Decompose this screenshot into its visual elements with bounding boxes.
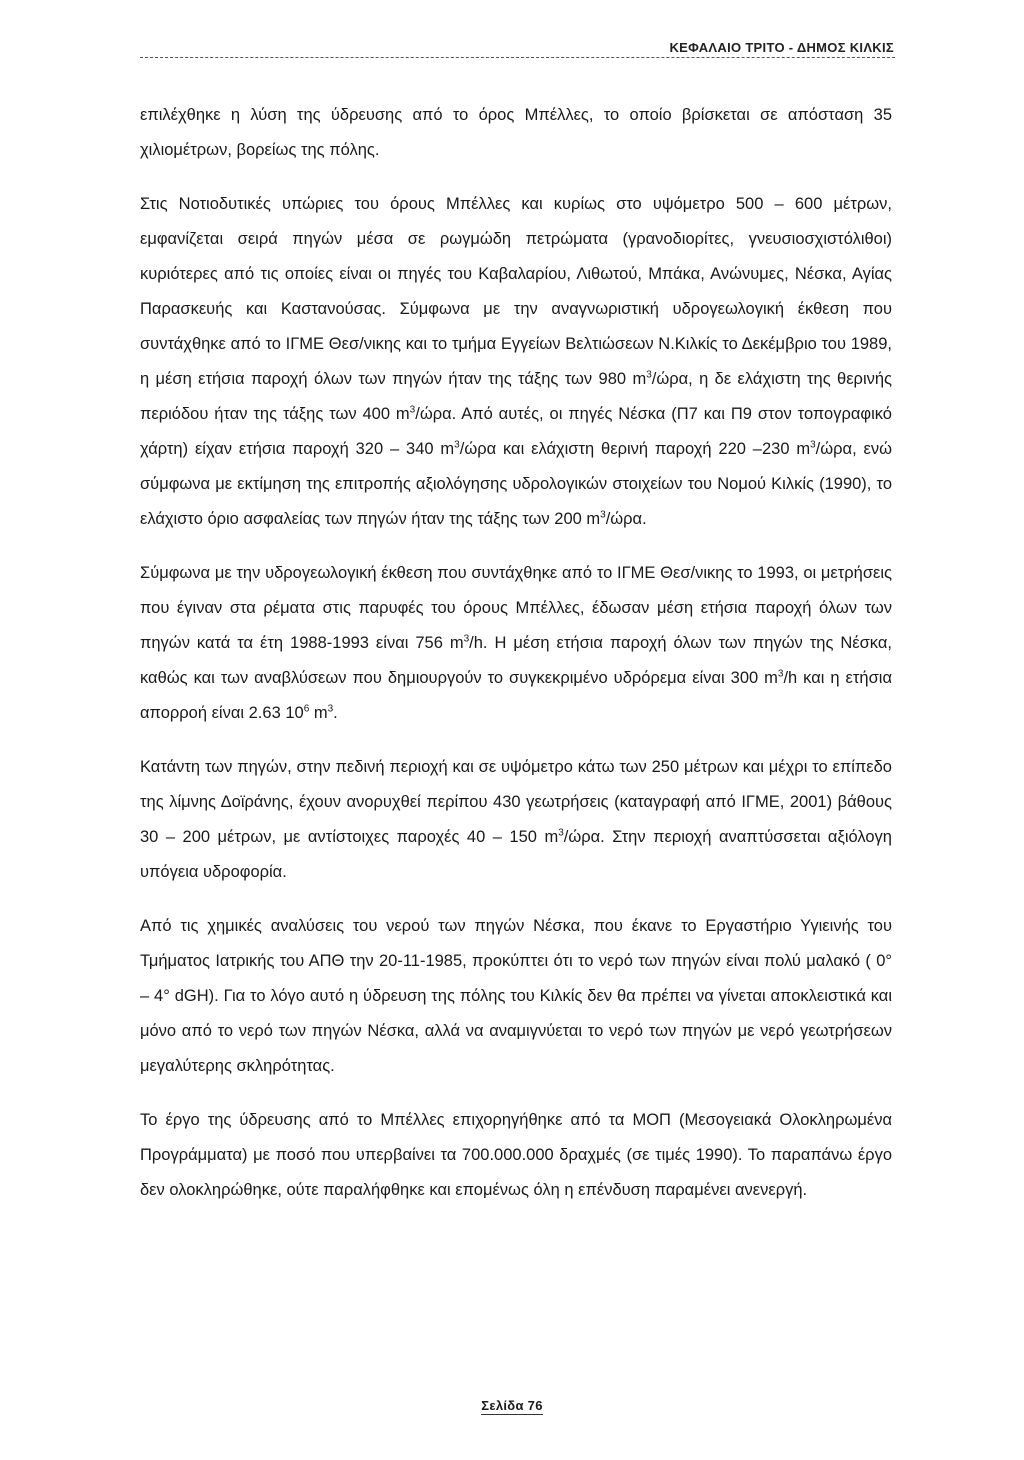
- text-run: /ώρα. Από αυτές, οι πηγές Νέσκα (Π7 και Π9 στον τοπογραφικό χάρτη) είχαν ετήσια παροχή 320 – 340 m: [140, 405, 892, 458]
- text-run: /h. Η μέση ετήσια παροχή όλων των πηγών της Νέσκα, καθώς και των αναβλύσεων που δημιουργούν το συγκεκριμένο υδρόρεμα είναι 300 m: [140, 634, 892, 687]
- superscript: 3: [463, 633, 470, 645]
- text-run: Κατάντη των πηγών, στην πεδινή περιοχή και σε υψόμετρο κάτω των 250 μέτρων και μέχρι το επίπεδο της λίμνης Δοϊράνης, έχουν ανορυχθεί περίπου 430 γεωτρήσεις (καταγραφή από ΙΓΜΕ, 2001) βάθους 30 – 200 μέτρων, με αντίστοιχες παροχές 40 – 150 m: [140, 758, 892, 846]
- paragraph: [140, 187, 892, 537]
- paragraph: [140, 556, 892, 731]
- superscript: 3: [777, 668, 784, 680]
- paragraph: [140, 98, 892, 168]
- text-run: /ώρα, ενώ σύμφωνα με εκτίμηση της επιτροπής αξιολόγησης υδρολογικών στοιχείων του Νομού Κιλκίς (1990), το ελάχιστο όριο ασφαλείας των πηγών ήταν της τάξης των 200 m: [140, 440, 892, 528]
- superscript: 3: [646, 369, 652, 381]
- text-run: /ώρα.: [605, 510, 647, 528]
- superscript: 3: [600, 509, 606, 521]
- text-run: .: [333, 704, 338, 722]
- text-run: Σύμφωνα με την υδρογεωλογική έκθεση που συντάχθηκε από το ΙΓΜΕ Θεσ/νικης το 1993, οι μετρήσεις που έγιναν στα ρέματα στις παρυφές του όρους Μπέλλες, έδωσαν μέση ετήσια παροχή όλων των πηγών κατά τα έτη 1988-1993 είναι 756 m: [140, 564, 892, 652]
- text-run: Στις Νοτιοδυτικές υπώριες του όρους Μπέλλες και κυρίως στο υψόμετρο 500 – 600 μέτρων, εμφανίζεται σειρά πηγών μέσα σε ρωγμώδη πετρώματα (γρανοδιορίτες, γνευσιοσχιστόλιθοι) κυριότερες από τις οποίες είναι οι πηγές του Καβαλαρίου, Λιθωτού, Μπάκα, Ανώνυμες, Νέσκα, Αγίας Παρασκευής και Καστανούσας. Σύμφωνα με την αναγνωριστική υδρογεωλογική έκθεση που συντάχθηκε από το ΙΓΜΕ Θεσ/νικης και το τμήμα Εγγείων Βελτιώσεων Ν.Κιλκίς το Δεκέμβριο του 1989, η μέση ετήσια παροχή όλων των πηγών ήταν της τάξης των 980 m: [140, 195, 892, 388]
- chapter-header: ΚΕΦΑΛΑΙΟ ΤΡΙΤΟ - ΔΗΜΟΣ ΚΙΛΚΙΣ: [669, 40, 894, 55]
- text-run: /ώρα, η δε ελάχιστη της θερινής περιόδου ήταν της τάξης των 400 m: [140, 370, 892, 423]
- header-divider: [140, 57, 895, 58]
- text-run: Από τις χημικές αναλύσεις του νερού των πηγών Νέσκα, που έκανε το Εργαστήριο Υγιεινής του Τμήματος Ιατρικής του ΑΠΘ την 20-11-1985, προκύπτει ότι το νερό των πηγών είναι πολύ μαλακό ( 0° – 4° dGH). Για το λόγο αυτό η ύδρευση της πόλης του Κιλκίς δεν θα πρέπει να γίνεται αποκλειστικά και μόνο από το νερό των πηγών Νέσκα, αλλά να αναμιγνύεται το νερό των πηγών με νερό γεωτρήσεων μεγαλύτερης σκληρότητας.: [140, 917, 892, 1075]
- superscript: 3: [558, 827, 564, 839]
- superscript: 6: [303, 703, 310, 715]
- superscript: 3: [454, 439, 460, 451]
- page-footer: [0, 1398, 1024, 1415]
- body-text: [140, 98, 892, 1208]
- paragraph: [140, 909, 892, 1084]
- paragraph: [140, 1103, 892, 1208]
- text-run: /ώρα και ελάχιστη θερινή παροχή 220 –230 m: [459, 440, 811, 458]
- superscript: 3: [327, 703, 334, 715]
- text-run: /ώρα. Στην περιοχή αναπτύσσεται αξιόλογη υπόγεια υδροφορία.: [140, 828, 892, 881]
- text-run: επιλέχθηκε η λύση της ύδρευσης από το όρος Μπέλλες, το οποίο βρίσκεται σε απόσταση 35 χιλιομέτρων, βορείως της πόλης.: [140, 106, 892, 159]
- superscript: 3: [810, 439, 816, 451]
- text-run: Το έργο της ύδρευσης από το Μπέλλες επιχορηγήθηκε από τα ΜΟΠ (Μεσογειακά Ολοκληρωμένα Προγράμματα) με ποσό που υπερβαίνει τα 700.000.000 δραχμές (σε τιμές 1990). Το παραπάνω έργο δεν ολοκληρώθηκε, ούτε παραλήφθηκε και επομένως όλη η επένδυση παραμένει ανενεργή.: [140, 1111, 892, 1199]
- superscript: 3: [409, 404, 416, 416]
- text-run: /h και η ετήσια απορροή είναι 2.63 10: [140, 669, 892, 722]
- paragraph: [140, 750, 892, 890]
- page-number: Σελίδα 76: [481, 1398, 543, 1413]
- text-run: m: [309, 704, 328, 722]
